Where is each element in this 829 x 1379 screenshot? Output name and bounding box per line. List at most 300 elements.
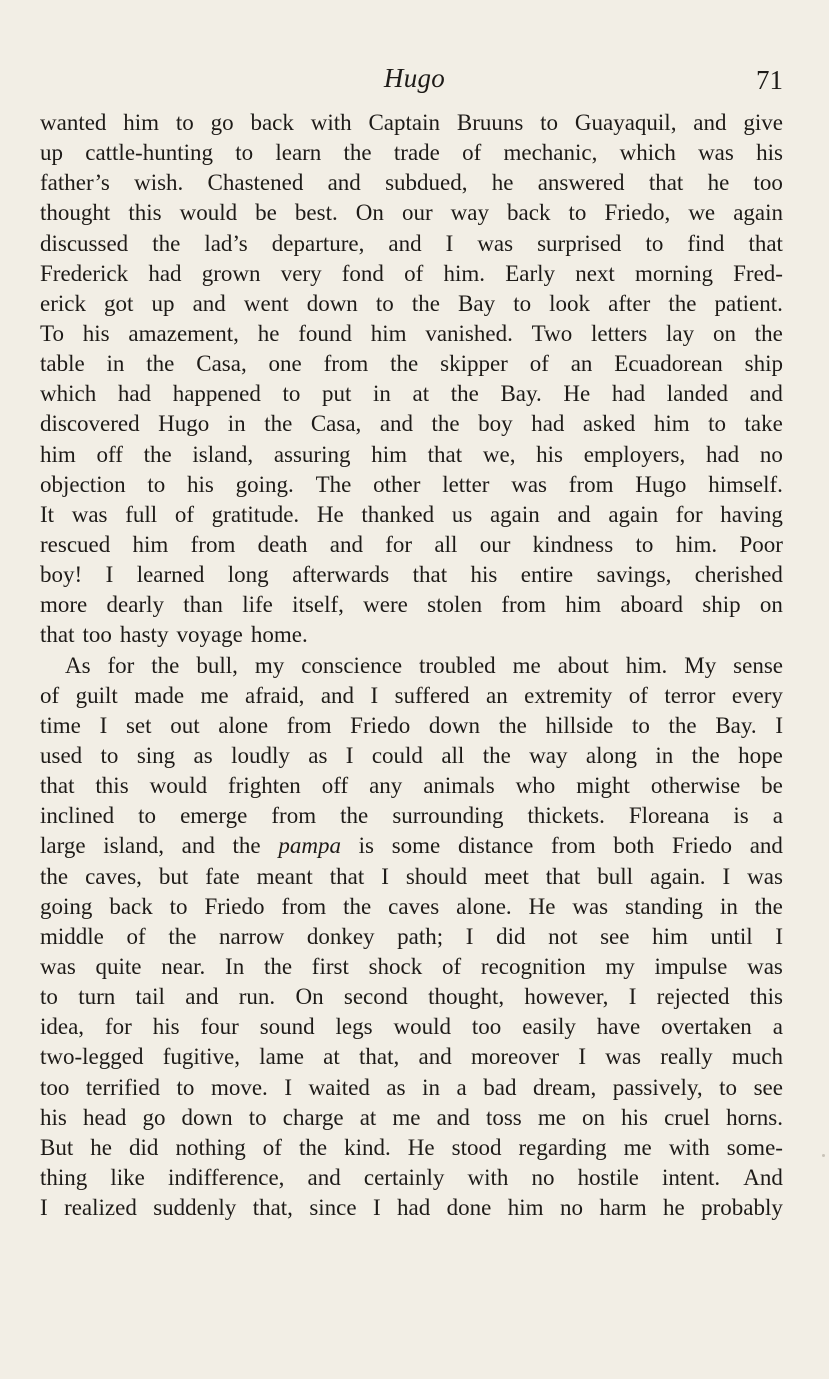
word: the bbox=[340, 803, 369, 829]
word: his bbox=[621, 1104, 648, 1130]
word: were bbox=[363, 592, 408, 618]
word: lad’s bbox=[204, 230, 248, 256]
word: discovered bbox=[40, 411, 140, 437]
word: of bbox=[462, 140, 482, 166]
word: and bbox=[192, 290, 226, 316]
word: hope bbox=[738, 742, 783, 768]
word: down bbox=[428, 712, 481, 738]
word: to bbox=[282, 381, 301, 407]
word: to bbox=[169, 893, 188, 919]
word: as bbox=[193, 742, 213, 768]
text-line bbox=[40, 289, 783, 319]
word: four bbox=[200, 1014, 239, 1040]
word: cattle-hunting bbox=[85, 140, 213, 166]
text-line bbox=[40, 470, 783, 500]
word: see bbox=[600, 923, 630, 949]
word: for bbox=[675, 501, 703, 527]
word: I bbox=[370, 682, 379, 708]
word: to bbox=[708, 411, 726, 437]
word: to bbox=[375, 290, 394, 316]
word: from bbox=[271, 803, 317, 829]
word: our bbox=[479, 531, 511, 557]
word: but bbox=[158, 863, 189, 889]
word: me bbox=[537, 1104, 566, 1130]
word: done bbox=[446, 1195, 492, 1221]
word: caves bbox=[388, 893, 440, 919]
word: animals bbox=[423, 773, 495, 799]
word: nothing bbox=[175, 1134, 246, 1160]
word: the bbox=[232, 833, 261, 859]
body-text bbox=[40, 108, 783, 1223]
word: that bbox=[427, 441, 463, 467]
word: again. bbox=[649, 863, 706, 889]
word: to bbox=[568, 200, 587, 226]
word: of bbox=[40, 682, 60, 708]
word: of bbox=[262, 1134, 282, 1160]
word: impulse bbox=[654, 953, 728, 979]
word: and bbox=[185, 984, 219, 1010]
word: more bbox=[40, 592, 88, 618]
word: as bbox=[386, 1074, 406, 1100]
word: him. bbox=[675, 531, 718, 557]
word: me bbox=[623, 1134, 652, 1160]
text-line bbox=[40, 349, 783, 379]
word: two-legged bbox=[40, 1044, 144, 1070]
word: the bbox=[264, 411, 293, 437]
word: Friedo bbox=[350, 712, 411, 738]
word: take bbox=[744, 411, 783, 437]
text-line bbox=[40, 379, 783, 409]
word: in bbox=[372, 381, 391, 407]
word: from bbox=[550, 833, 596, 859]
word: Two bbox=[531, 320, 573, 346]
word: hillside bbox=[545, 712, 614, 738]
word: did bbox=[129, 1134, 159, 1160]
word: alone. bbox=[456, 893, 512, 919]
word: shock bbox=[368, 953, 423, 979]
word: conscience bbox=[301, 652, 403, 678]
word: trade bbox=[393, 140, 440, 166]
word: would bbox=[179, 200, 238, 226]
word: head bbox=[82, 1104, 127, 1130]
word: fate bbox=[205, 863, 240, 889]
word: had bbox=[148, 260, 182, 286]
word: some- bbox=[726, 1134, 783, 1160]
word: horns. bbox=[726, 1104, 783, 1130]
word: He bbox=[407, 1134, 435, 1160]
word: have bbox=[596, 1014, 641, 1040]
word: his bbox=[470, 562, 498, 588]
word: was bbox=[71, 501, 108, 527]
word: harm bbox=[599, 1195, 647, 1221]
text-line bbox=[40, 138, 783, 168]
word: realized bbox=[64, 1195, 137, 1221]
word: one bbox=[268, 351, 302, 377]
word: asked bbox=[582, 411, 636, 437]
page-number: 71 bbox=[756, 65, 783, 95]
word: the bbox=[40, 863, 69, 889]
word: first bbox=[311, 953, 349, 979]
word: Captain bbox=[368, 110, 441, 135]
word: out bbox=[170, 712, 200, 738]
word: near. bbox=[161, 953, 206, 979]
word: the bbox=[343, 893, 372, 919]
word: his bbox=[152, 1014, 180, 1040]
word: wanted bbox=[40, 110, 107, 135]
word: hostile bbox=[577, 1164, 639, 1190]
word: like bbox=[110, 1164, 145, 1190]
word: ship bbox=[744, 351, 783, 377]
word: until bbox=[710, 923, 753, 949]
word: in bbox=[655, 742, 674, 768]
word: alone bbox=[218, 712, 269, 738]
word: island, bbox=[192, 441, 254, 467]
text-line bbox=[40, 831, 783, 861]
word: had bbox=[117, 381, 152, 407]
text-line bbox=[40, 771, 783, 801]
word: was bbox=[747, 863, 783, 889]
word: entire bbox=[520, 562, 574, 588]
word: and bbox=[307, 1164, 341, 1190]
word: patient. bbox=[714, 290, 783, 316]
word: and bbox=[327, 170, 361, 196]
word: is bbox=[733, 803, 749, 829]
word: an bbox=[485, 682, 508, 708]
word: not bbox=[548, 923, 578, 949]
text-line bbox=[40, 168, 783, 198]
word: Floreana bbox=[628, 803, 710, 829]
word: time bbox=[40, 712, 81, 738]
word: I bbox=[284, 1074, 293, 1100]
word: he bbox=[662, 1195, 685, 1221]
word: departure, bbox=[271, 230, 365, 256]
word: a bbox=[772, 1014, 783, 1040]
word: turn bbox=[78, 984, 116, 1010]
word: the bbox=[390, 351, 419, 377]
word: But bbox=[40, 1134, 74, 1160]
word: Hugo bbox=[158, 411, 210, 437]
word: in bbox=[719, 893, 738, 919]
word: terrified bbox=[85, 1074, 160, 1100]
word: the bbox=[754, 320, 783, 346]
word: back bbox=[250, 110, 294, 135]
word: Friedo bbox=[204, 893, 265, 919]
word: used bbox=[40, 742, 83, 768]
word: the bbox=[146, 351, 175, 377]
text-line bbox=[40, 1012, 783, 1042]
word: back bbox=[109, 893, 153, 919]
word: Chastened bbox=[207, 170, 304, 196]
word: In bbox=[225, 953, 245, 979]
word: up bbox=[40, 140, 63, 166]
word: large bbox=[40, 833, 86, 859]
text-line bbox=[40, 409, 783, 439]
word: meet bbox=[484, 863, 529, 889]
word: of bbox=[126, 923, 146, 949]
word: look bbox=[549, 290, 591, 316]
word: who bbox=[515, 773, 556, 799]
word: meant bbox=[256, 863, 313, 889]
word: back bbox=[507, 200, 551, 226]
word: hasty bbox=[119, 622, 169, 648]
word: again bbox=[489, 501, 540, 527]
word: the bbox=[143, 441, 172, 467]
word: had bbox=[705, 441, 740, 467]
word: the bbox=[152, 230, 181, 256]
word: easily bbox=[522, 1014, 576, 1040]
word: all bbox=[434, 531, 458, 557]
word: really bbox=[660, 1044, 713, 1070]
word: a bbox=[456, 1074, 467, 1100]
word: standing bbox=[625, 893, 704, 919]
word: that bbox=[748, 230, 783, 256]
word: all bbox=[441, 742, 465, 768]
word: off bbox=[321, 773, 349, 799]
word: vanished. bbox=[425, 320, 513, 346]
word: his bbox=[82, 320, 110, 346]
text-line bbox=[40, 1193, 783, 1223]
word: at bbox=[359, 1104, 377, 1130]
word: that bbox=[412, 562, 448, 588]
word: was bbox=[698, 140, 734, 166]
word: himself. bbox=[708, 471, 783, 497]
word: It bbox=[40, 501, 55, 527]
word: Fred- bbox=[733, 260, 783, 286]
word: the bbox=[668, 712, 697, 738]
word: and bbox=[388, 230, 422, 256]
word: I bbox=[445, 230, 454, 256]
word: him bbox=[652, 923, 688, 949]
word: no bbox=[559, 1195, 583, 1221]
word: much bbox=[731, 1044, 783, 1070]
word: kind. bbox=[344, 1134, 391, 1160]
word: my bbox=[605, 953, 635, 979]
word: having bbox=[720, 501, 783, 527]
word: afraid, bbox=[245, 682, 305, 708]
word: dream, bbox=[533, 1074, 597, 1100]
word: him. bbox=[625, 652, 668, 678]
text-line bbox=[40, 1073, 783, 1103]
word: off bbox=[96, 441, 123, 467]
word: thought, bbox=[428, 984, 505, 1010]
text-line bbox=[40, 530, 783, 560]
word: him bbox=[371, 441, 407, 467]
word: I bbox=[775, 923, 783, 949]
word: subdued, bbox=[385, 170, 468, 196]
word: give bbox=[743, 110, 783, 135]
word: letters bbox=[591, 320, 648, 346]
word: would bbox=[149, 773, 208, 799]
word: thing bbox=[40, 1164, 88, 1190]
word: quite bbox=[95, 953, 142, 979]
word: lame bbox=[259, 1044, 304, 1070]
word: no bbox=[759, 441, 783, 467]
word: island, bbox=[103, 833, 164, 859]
word: thanked bbox=[361, 501, 435, 527]
word: afterwards bbox=[292, 562, 390, 588]
word: our bbox=[401, 200, 433, 226]
word: for bbox=[107, 652, 135, 678]
word: Early bbox=[505, 260, 556, 286]
word: from bbox=[281, 893, 327, 919]
word: with bbox=[310, 110, 352, 135]
word: went bbox=[243, 290, 289, 316]
text-line bbox=[40, 862, 783, 892]
word: would bbox=[393, 1014, 452, 1040]
word: bad bbox=[483, 1074, 517, 1100]
word: emerge bbox=[180, 803, 248, 829]
word: him bbox=[123, 110, 160, 135]
text-line bbox=[40, 198, 783, 228]
word: otherwise bbox=[650, 773, 741, 799]
word: sound bbox=[259, 1014, 315, 1040]
word: path; bbox=[397, 923, 444, 949]
word: Casa, bbox=[196, 351, 247, 377]
word: donkey bbox=[306, 923, 375, 949]
word: learned bbox=[136, 562, 205, 588]
word: could bbox=[371, 742, 423, 768]
word: suddenly bbox=[153, 1195, 237, 1221]
word: to bbox=[540, 110, 559, 135]
word: is bbox=[358, 833, 374, 859]
word: to bbox=[513, 290, 532, 316]
word: next bbox=[575, 260, 615, 286]
word: bull bbox=[597, 863, 634, 889]
word: very bbox=[280, 260, 322, 286]
word: was bbox=[40, 953, 76, 979]
word: move. bbox=[210, 1074, 268, 1100]
word: on bbox=[759, 592, 783, 618]
word: skipper bbox=[440, 351, 508, 377]
word: death bbox=[257, 531, 308, 557]
word: the bbox=[482, 742, 511, 768]
word: I bbox=[465, 923, 474, 949]
word: which bbox=[40, 381, 97, 407]
text-line bbox=[40, 892, 783, 922]
word: and bbox=[693, 110, 727, 135]
word: On bbox=[295, 984, 324, 1010]
word: I bbox=[40, 1195, 48, 1221]
word: go bbox=[142, 1104, 166, 1130]
word: The bbox=[315, 471, 352, 497]
word: made bbox=[134, 682, 185, 708]
word: had bbox=[611, 381, 646, 407]
word: the bbox=[754, 893, 783, 919]
word: second bbox=[343, 984, 408, 1010]
word: He bbox=[563, 381, 591, 407]
word: about bbox=[557, 652, 609, 678]
word: got bbox=[104, 290, 134, 316]
word: kindness bbox=[532, 531, 614, 557]
word: Poor bbox=[739, 531, 783, 557]
word: dearly bbox=[106, 592, 165, 618]
word: boy! bbox=[40, 562, 83, 588]
word: long bbox=[227, 562, 269, 588]
word: did bbox=[496, 923, 526, 949]
word: I bbox=[628, 984, 637, 1010]
word: As bbox=[65, 652, 91, 678]
word: stood bbox=[451, 1134, 502, 1160]
word: middle bbox=[40, 923, 104, 949]
text-line bbox=[40, 1042, 783, 1072]
word: him bbox=[565, 592, 602, 618]
text-line bbox=[40, 681, 783, 711]
word: overtaken bbox=[661, 1014, 752, 1040]
word: should bbox=[405, 863, 468, 889]
word: On bbox=[355, 200, 384, 226]
word: too bbox=[82, 622, 112, 648]
word: him bbox=[507, 1195, 544, 1221]
text-line bbox=[40, 982, 783, 1012]
word: in bbox=[227, 411, 246, 437]
text-line bbox=[40, 620, 783, 650]
word: the bbox=[498, 712, 527, 738]
word: Guayaquil, bbox=[574, 110, 677, 135]
word: that bbox=[40, 622, 75, 648]
word: had bbox=[531, 411, 565, 437]
word: landed bbox=[666, 381, 729, 407]
word: To bbox=[40, 320, 64, 346]
word: too bbox=[471, 1014, 502, 1040]
word: moreover bbox=[470, 1044, 560, 1070]
word: for bbox=[104, 1014, 132, 1040]
word: he bbox=[90, 1134, 112, 1160]
word: distance bbox=[457, 833, 534, 859]
word: in bbox=[422, 1074, 440, 1100]
word: charge bbox=[282, 1104, 344, 1130]
word: thickets. bbox=[527, 803, 605, 829]
word: idea, bbox=[40, 1014, 85, 1040]
word: after bbox=[608, 290, 651, 316]
word: Bay. bbox=[715, 712, 757, 738]
word: his bbox=[40, 1104, 67, 1130]
word: I bbox=[105, 562, 114, 588]
word: from bbox=[323, 351, 369, 377]
word: the bbox=[263, 953, 293, 979]
word: Hugo bbox=[635, 471, 687, 497]
word: of bbox=[529, 351, 549, 377]
word: He bbox=[528, 893, 556, 919]
word: boy bbox=[478, 411, 513, 437]
word: with bbox=[668, 1134, 710, 1160]
word: life bbox=[242, 592, 273, 618]
word: Frederick bbox=[40, 260, 129, 286]
word: and bbox=[329, 531, 363, 557]
word: best. bbox=[294, 200, 338, 226]
word: assuring bbox=[273, 441, 351, 467]
word: I bbox=[372, 1195, 381, 1221]
word: of bbox=[628, 682, 648, 708]
word: and bbox=[320, 682, 355, 708]
word: going. bbox=[235, 471, 294, 497]
word: pampa bbox=[278, 833, 341, 859]
word: the bbox=[168, 923, 197, 949]
word: that, bbox=[359, 1044, 400, 1070]
text-line bbox=[40, 1133, 783, 1163]
word: objection bbox=[40, 471, 126, 497]
word: up bbox=[151, 290, 175, 316]
word: again bbox=[733, 200, 783, 226]
word: any bbox=[369, 773, 403, 799]
word: from bbox=[568, 471, 614, 497]
word: some bbox=[391, 833, 441, 859]
word: suffered bbox=[394, 682, 470, 708]
word: My bbox=[684, 652, 717, 678]
text-line bbox=[40, 741, 783, 771]
word: at bbox=[412, 381, 430, 407]
word: the bbox=[343, 140, 372, 166]
text-line bbox=[40, 1163, 783, 1193]
